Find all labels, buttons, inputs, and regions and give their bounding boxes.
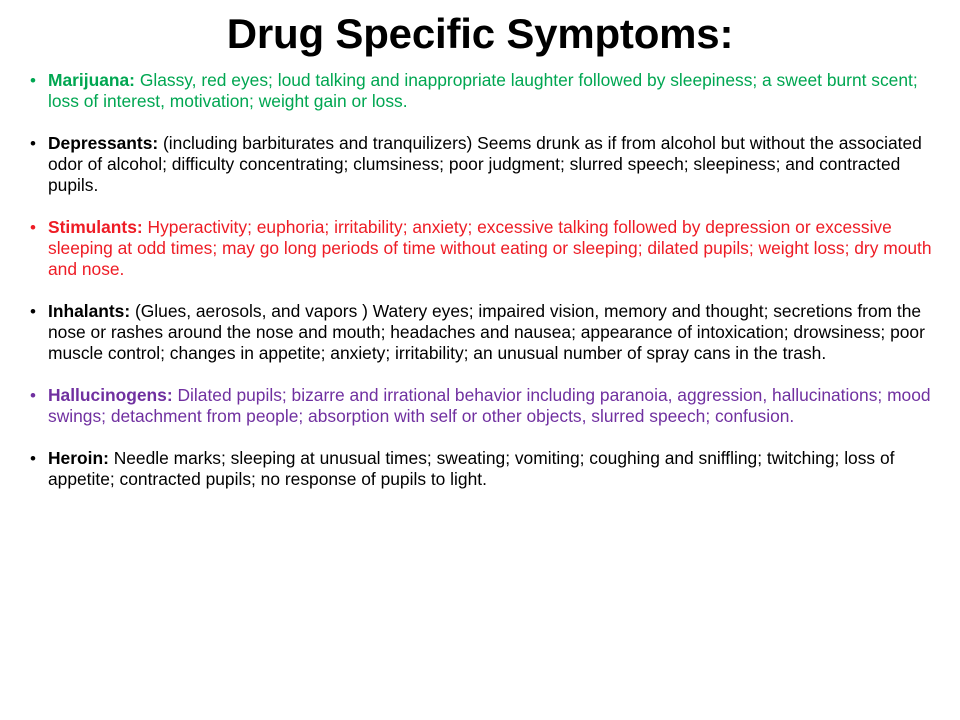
- item-text: Dilated pupils; bizarre and irrational behavior including paranoia, aggression, hallucinations; mood swings; detachment from people; absorption with self or other objects, slurred speech; confusion.: [48, 385, 931, 426]
- page-title: Drug Specific Symptoms:: [226, 10, 734, 57]
- bullet-icon: •: [30, 386, 36, 405]
- item-text: (including barbiturates and tranquilizers) Seems drunk as if from alcohol but without the associated odor of alcohol; difficulty concentrating; clumsiness; poor judgment; slurred speech; sleepiness; and contracted pupils.: [48, 133, 922, 195]
- item-text: Hyperactivity; euphoria; irritability; anxiety; excessive talking followed by depression or excessive sleeping at odd times; may go long periods of time without eating or sleeping; dilated pupils; weight loss; dry mouth and nose.: [48, 217, 932, 279]
- item-label: Stimulants:: [48, 217, 143, 237]
- bullet-icon: •: [30, 71, 36, 90]
- bullet-icon: •: [30, 449, 36, 468]
- item-text: Needle marks; sleeping at unusual times; sweating; vomiting; coughing and sniffling; twitching; loss of appetite; contracted pupils; no response of pupils to light.: [48, 448, 895, 489]
- bullet-list: [30, 70, 952, 511]
- item-label: Depressants:: [48, 133, 159, 153]
- list-item-stimulants: [30, 217, 952, 280]
- list-item-hallucinogens: [30, 385, 952, 427]
- list-item-depressants: [30, 133, 952, 196]
- list-item-heroin: [30, 448, 952, 490]
- list-item-marijuana: [30, 70, 952, 112]
- bullet-icon: •: [30, 134, 36, 153]
- list-item-inhalants: [30, 301, 952, 364]
- item-text: Glassy, red eyes; loud talking and inappropriate laughter followed by sleepiness; a sweet burnt scent; loss of interest, motivation; weight gain or loss.: [48, 70, 918, 111]
- bullet-icon: •: [30, 302, 36, 321]
- item-label: Heroin:: [48, 448, 109, 468]
- item-text: (Glues, aerosols, and vapors ) Watery eyes; impaired vision, memory and thought; secretions from the nose or rashes around the nose and mouth; headaches and nausea; appearance of intoxication; drowsiness; poor muscle control; changes in appetite; anxiety; irritability; an unusual number of spray cans in the trash.: [48, 301, 925, 363]
- item-label: Marijuana:: [48, 70, 135, 90]
- bullet-icon: •: [30, 218, 36, 237]
- item-label: Inhalants:: [48, 301, 131, 321]
- item-label: Hallucinogens:: [48, 385, 173, 405]
